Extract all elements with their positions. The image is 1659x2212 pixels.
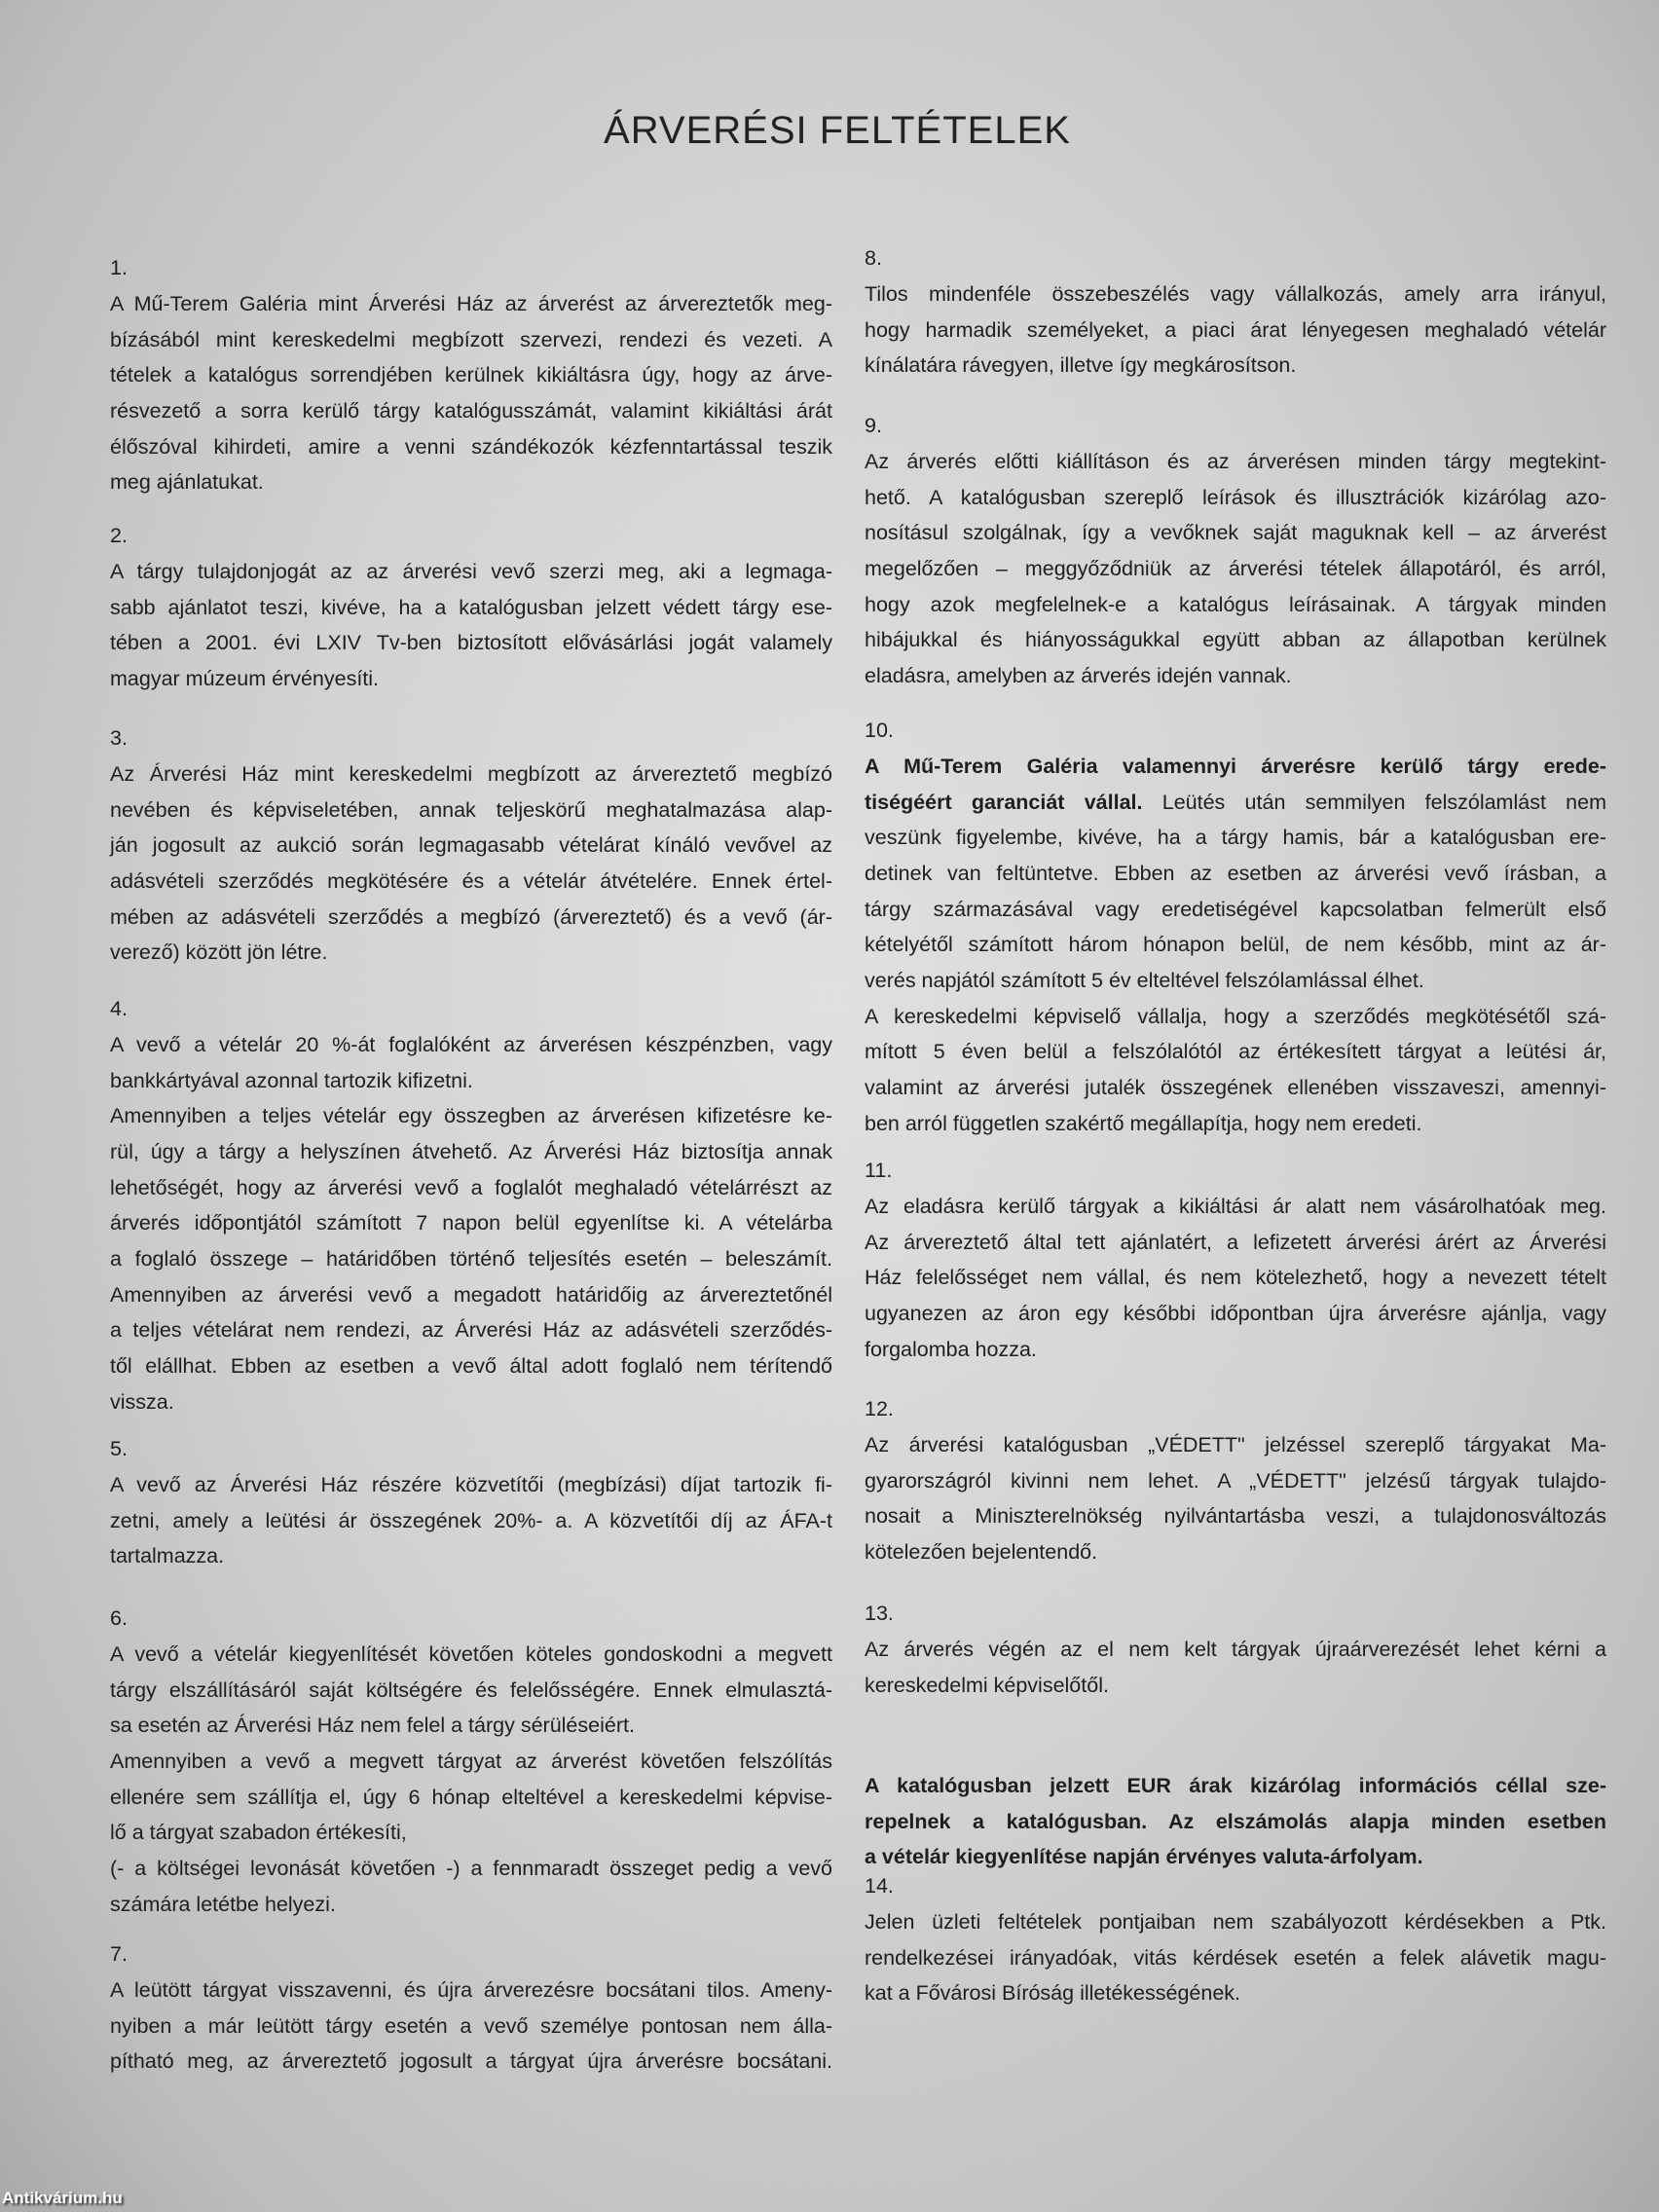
text-line: A katalógusban jelzett EUR árak kizárólag információs céllal sze- (865, 1774, 1606, 1797)
text-line: Amennyiben a vevő a megvett tárgyat az árverést követően felszólítás (110, 1750, 832, 1774)
text-line: bízásából mint kereskedelmi megbízott szervezi, rendezi és vezeti. A (110, 327, 832, 351)
text-line: gyarországról kivinni nem lehet. A „VÉDETT" jelzésű tárgyak tulajdo- (865, 1468, 1606, 1493)
section-number: 5. (110, 1437, 128, 1461)
text-line: bankkártyával azonnal tartozik kifizetni. (110, 1068, 473, 1092)
text-line: árverés időpontjától számított 7 napon belül egyenlítse ki. A vételárba (110, 1211, 832, 1235)
text-line: Az árverési katalógusban „VÉDETT" jelzéssel szereplő tárgyakat Ma- (865, 1432, 1606, 1456)
text-line: nosait a Miniszterelnökség nyilvántartásba veszi, a tulajdonosváltozás (865, 1504, 1606, 1529)
text-line: megelőzően – meggyőződniük az árverési tételek állapotáról, és arról, (865, 557, 1606, 581)
section-number: 4. (110, 997, 128, 1021)
text-line: A vevő az Árverési Ház részére közvetítői (megbízási) díjat tartozik fi- (110, 1472, 832, 1496)
section-number: 13. (865, 1602, 894, 1626)
text-line: detinek van feltüntetve. Ebben az esetben az árverési vevő írásban, a (865, 862, 1606, 886)
text-line: nosításul szolgálnak, így a vevőknek saját maguknak kell – az árverést (865, 521, 1606, 545)
section-number: 6. (110, 1606, 128, 1631)
text-line: a foglaló összege – határidőben történő teljesítés esetén – beleszámít. (110, 1247, 832, 1272)
text-line: tárgy származásával vagy eredetiségével kapcsolatban felmerült első (865, 897, 1606, 921)
text-line: verés napjától számított 5 év elteltével felszólamlással élhet. (865, 969, 1424, 993)
text-line: élőszóval kihirdeti, amire a venni szándékozók kézfenntartással teszik (110, 434, 832, 459)
text-line: (- a költségei levonását követően -) a fennmaradt összeget pedig a vevő (110, 1857, 832, 1881)
section-14 (865, 1868, 1606, 2011)
text-line: nevében és képviseletében, annak teljeskörű meghatalmazása alap- (110, 797, 832, 822)
section-number: 10. (865, 719, 894, 743)
text-line: repelnek a katalógusban. Az elszámolás alapja minden esetben (865, 1809, 1606, 1833)
text-line: pítható meg, az árvereztető jogosult a tárgyat újra árverésre bocsátani. (110, 2049, 832, 2074)
text-line: A tárgy tulajdonjogát az az árverési vevő szerzi meg, aki a legmaga- (110, 559, 832, 583)
section-number: 7. (110, 1942, 128, 1967)
text-line: valamint az árverési jutalék összegének ellenében visszaveszi, amennyi- (865, 1076, 1606, 1100)
section-8 (865, 240, 1606, 384)
watermark: Antikvárium.hu (2, 2189, 123, 2207)
text-line: kötelezően bejelentendő. (865, 1540, 1098, 1565)
text-line: Tilos mindenféle összebeszélés vagy vállalkozás, amely arra irányul, (865, 281, 1606, 306)
text-line: től elállhat. Ebben az esetben a vevő által adott foglaló nem térítendő (110, 1354, 832, 1379)
section-number: 12. (865, 1397, 894, 1421)
section-11 (865, 1153, 1606, 1367)
text-line: hogy harmadik személyeket, a piaci árat lényegesen meghaladó vételár (865, 317, 1606, 342)
text-line: zetni, amely a leütési ár összegének 20%- a. A közvetítői díj az ÁFA-t (110, 1508, 832, 1532)
text-line: tében a 2001. évi LXIV Tv-ben biztosított elővásárlási jogát valamely (110, 631, 832, 655)
section-12 (865, 1391, 1606, 1569)
text-line: verező) között jön létre. (110, 940, 328, 965)
text-line: sa esetén az Árverési Ház nem felel a tárgy sérüléseiért. (110, 1714, 635, 1738)
text-line: Az árverés előtti kiállításon és az árverésen minden tárgy megtekint- (865, 449, 1606, 473)
text-line: tárgy elszállításáról saját költségére és felelősségére. Ennek elmulasztá- (110, 1677, 832, 1702)
text-line: a teljes vételárat nem rendezi, az Árverési Ház az adásvételi szerződés- (110, 1318, 832, 1343)
text-line: meg ajánlatukat. (110, 470, 264, 495)
text-line: A leütött tárgyat visszavenni, és újra árverezésre bocsátani tilos. Ameny- (110, 1977, 832, 2002)
text-line: ugyanezen az áron egy későbbi időpontban újra árverésre ajánlja, vagy (865, 1302, 1606, 1326)
text-line: Az Árverési Ház mint kereskedelmi megbízott az árvereztető megbízó (110, 761, 832, 786)
text-line: sabb ajánlatot teszi, kivéve, ha a katalógusban jelzett védett tárgy ese- (110, 595, 832, 619)
text-line: forgalomba hozza. (865, 1337, 1037, 1361)
text-line: A vevő a vételár kiegyenlítését követően köteles gondoskodni a megvett (110, 1641, 832, 1666)
page-title: ÁRVERÉSI FELTÉTELEK (604, 109, 1071, 152)
section-10 (865, 713, 1606, 1141)
section-number: 11. (865, 1159, 893, 1183)
text-line: rül, úgy a tárgy a helyszínen átvehető. Az Árverési Ház biztosítja annak (110, 1140, 832, 1164)
section-number: 8. (865, 246, 882, 271)
text-line (865, 785, 1606, 821)
text-line: lehetőségét, hogy az árverési vevő a foglalót meghaladó vételárrészt az (110, 1175, 832, 1199)
text-line: résvezető a sorra kerülő tárgy katalógusszámát, valamint kikiáltási árát (110, 399, 832, 424)
text-line: tartalmazza. (110, 1544, 225, 1568)
text-line: ellenére sem szállítja el, úgy 6 hónap elteltével a kereskedelmi képvise- (110, 1785, 832, 1809)
text-line: hibájukkal és hiányosságukkal együtt abban az állapotban kerülnek (865, 628, 1606, 652)
text: Leütés után semmilyen felszólamlást nem (1142, 790, 1606, 814)
section-4 (110, 991, 832, 1419)
section-13 (865, 1596, 1606, 1703)
section-7 (110, 1936, 832, 2080)
text-line: mében az adásvételi szerződés a megbízó (árvereztető) és a vevő (ár- (110, 904, 832, 929)
text-line: rendelkezései irányadóak, vitás kérdések esetén a felek alávetik magu- (865, 1945, 1606, 1970)
text-line: A Mű-Terem Galéria valamennyi árverésre kerülő tárgy erede- (865, 754, 1606, 778)
text-line: A kereskedelmi képviselő vállalja, hogy a szerződés megkötésétől szá- (865, 1004, 1606, 1028)
text-line: Az árverés végén az el nem kelt tárgyak újraárverezését lehet kérni a (865, 1637, 1606, 1661)
text-line: A vevő a vételár 20 %-át foglalóként az árverésen készpénzben, vagy (110, 1032, 832, 1056)
text-line: Az eladásra kerülő tárgyak a kikiáltási ár alatt nem vásárolhatóak meg. (865, 1194, 1606, 1218)
text-line: Amennyiben a teljes vételár egy összegben az árverésen kifizetésre ke- (110, 1104, 832, 1128)
section-9 (865, 408, 1606, 694)
bold-text: tiségéért garanciát vállal. (865, 790, 1143, 814)
text-line: ben arról független szakértő megállapítja, hogy nem eredeti. (865, 1111, 1422, 1135)
text-line: kínálatára rávegyen, illetve így megkárosítson. (865, 353, 1297, 378)
section-2 (110, 518, 832, 696)
text-line: eladásra, amelyben az árverés idején vannak. (865, 664, 1292, 688)
text-line: A Mű-Terem Galéria mint Árverési Ház az árverést az árvereztetők meg- (110, 291, 832, 315)
text-line: Ház felelősséget nem vállal, és nem kötelezhető, hogy a nevezett tételt (865, 1266, 1606, 1290)
text-line: ján jogosult az aukció során legmagasabb vételárat kínáló vevővel az (110, 833, 832, 858)
text-line: Jelen üzleti feltételek pontjaiban nem szabályozott kérdésekben a Ptk. (865, 1909, 1606, 1934)
text-line: vissza. (110, 1389, 174, 1414)
section-number: 14. (865, 1874, 894, 1899)
section-1 (110, 250, 832, 500)
section-6 (110, 1601, 832, 1922)
section-number: 1. (110, 256, 128, 280)
text-line: mított 5 éven belül a felszólalótól az értékesített tárgyat a leütési ár, (865, 1040, 1606, 1064)
text-line: lő a tárgyat szabadon értékesíti, (110, 1821, 407, 1845)
section-eur-note (865, 1768, 1606, 1875)
text-line: a vételár kiegyenlítése napján érvényes valuta-árfolyam. (865, 1845, 1423, 1869)
text-line: kételyétől számított három hónapon belül, de nem később, mint az ár- (865, 933, 1606, 957)
section-number: 3. (110, 726, 128, 751)
text-line: kat a Fővárosi Bíróság illetékességének. (865, 1981, 1241, 2006)
section-number: 9. (865, 414, 882, 438)
text-line: hető. A katalógusban szereplő leírások és illusztrációk kizárólag azo- (865, 485, 1606, 509)
text-line: Amennyiben az árverési vevő a megadott határidőig az árvereztetőnél (110, 1282, 832, 1307)
text-line: számára letétbe helyezi. (110, 1892, 336, 1916)
text-line: Az árvereztető által tett ajánlatért, a lefizetett árverési árért az Árverési (865, 1230, 1606, 1254)
section-5 (110, 1431, 832, 1574)
text-line: magyar múzeum érvényesíti. (110, 667, 380, 691)
text-line: adásvételi szerződés megkötésére és a vételár átvételére. Ennek értel- (110, 869, 832, 894)
text-line: nyiben a már leütött tárgy esetén a vevő személye pontosan nem álla- (110, 2013, 832, 2038)
text-line: veszünk figyelembe, kivéve, ha a tárgy hamis, bár a katalógusban ere- (865, 826, 1606, 850)
text-line: kereskedelmi képviselőtől. (865, 1673, 1109, 1697)
text-line: tételek a katalógus sorrendjében kerülnek kikiáltásra úgy, hogy az árve- (110, 363, 832, 387)
section-3 (110, 720, 832, 971)
text-line: hogy azok megfelelnek-e a katalógus leírásainak. A tárgyak minden (865, 592, 1606, 616)
section-number: 2. (110, 524, 128, 548)
